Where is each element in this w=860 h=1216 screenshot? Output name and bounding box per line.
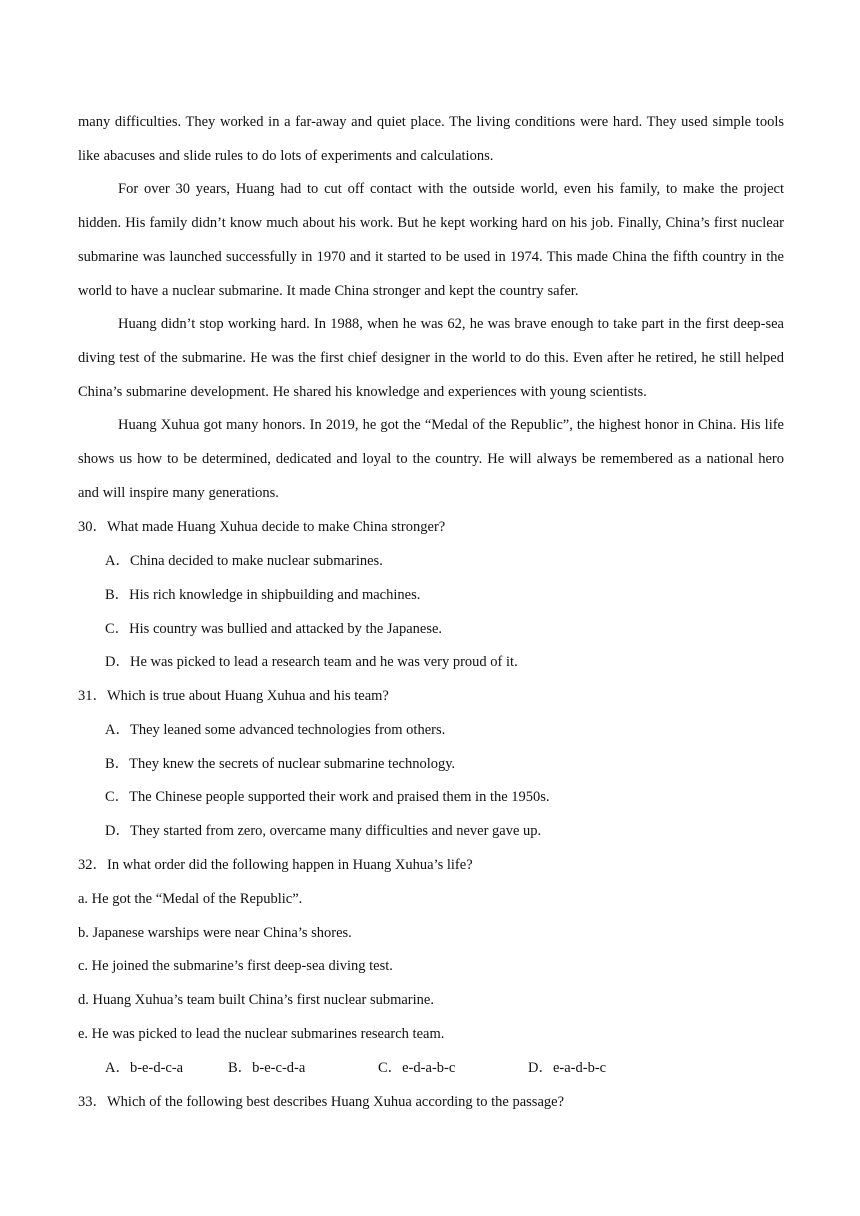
question-30-option-c: C．His country was bullied and attacked by the Japanese. [105, 621, 443, 637]
question-33-stem: 33．Which of the following best describes Huang Xuhua according to the passage? [78, 1094, 565, 1110]
question-32-option-b: B．b-e-c-d-a [228, 1060, 306, 1076]
question-32-option-c: C．e-d-a-b-c [378, 1060, 456, 1076]
passage-paragraph-3: Huang didn’t stop working hard. In 1988, when he was 62, he was brave enough to take part in the first deep-sea diving test of the submarine. He was the first chief designer in the world to do this. Even after he retired, he still helped China’s submarine development. He shared his knowledge and experiences with young scientists. [78, 316, 784, 400]
question-31-stem: 31．Which is true about Huang Xuhua and his team? [78, 688, 389, 704]
passage-paragraph-2: For over 30 years, Huang had to cut off contact with the outside world, even his family, to make the project hidden. His family didn’t know much about his work. But he kept working hard on his job. Finally, China’s first nuclear submarine was launched successfully in 1970 and it started to be used in 1974. This made China the fifth country in the world to have a nuclear submarine. It made China stronger and kept the country safer. [78, 181, 784, 299]
question-32-event-c: c. He joined the submarine’s first deep-sea diving test. [78, 958, 393, 974]
question-30-option-d: D．He was picked to lead a research team and he was very proud of it. [105, 654, 518, 670]
question-30-stem: 30．What made Huang Xuhua decide to make China stronger? [78, 519, 446, 535]
question-32-option-a: A．b-e-d-c-a [105, 1060, 184, 1076]
question-31-option-c: C．The Chinese people supported their work and praised them in the 1950s. [105, 789, 550, 805]
question-32-event-a: a. He got the “Medal of the Republic”. [78, 891, 303, 907]
question-30-option-a: A．China decided to make nuclear submarines. [105, 553, 383, 569]
question-32-stem: 32．In what order did the following happen in Huang Xuhua’s life? [78, 857, 473, 873]
question-32-option-d: D．e-a-d-b-c [528, 1060, 607, 1076]
question-30-option-b: B．His rich knowledge in shipbuilding and machines. [105, 587, 421, 603]
question-31-option-b: B．They knew the secrets of nuclear submarine technology. [105, 756, 456, 772]
passage-paragraph-1: many difficulties. They worked in a far-away and quiet place. The living conditions were hard. They used simple tools like abacuses and slide rules to do lots of experiments and calculations. [78, 114, 784, 164]
question-31-option-a: A．They leaned some advanced technologies from others. [105, 722, 446, 738]
question-31-option-d: D．They started from zero, overcame many difficulties and never gave up. [105, 823, 542, 839]
question-32-event-e: e. He was picked to lead the nuclear submarines research team. [78, 1026, 445, 1042]
question-32-event-b: b. Japanese warships were near China’s shores. [78, 925, 352, 941]
question-32-event-d: d. Huang Xuhua’s team built China’s first nuclear submarine. [78, 992, 434, 1008]
passage-paragraph-4: Huang Xuhua got many honors. In 2019, he got the “Medal of the Republic”, the highest honor in China. His life shows us how to be determined, dedicated and loyal to the country. He will always be remembered as a national hero and will inspire many generations. [78, 417, 784, 501]
